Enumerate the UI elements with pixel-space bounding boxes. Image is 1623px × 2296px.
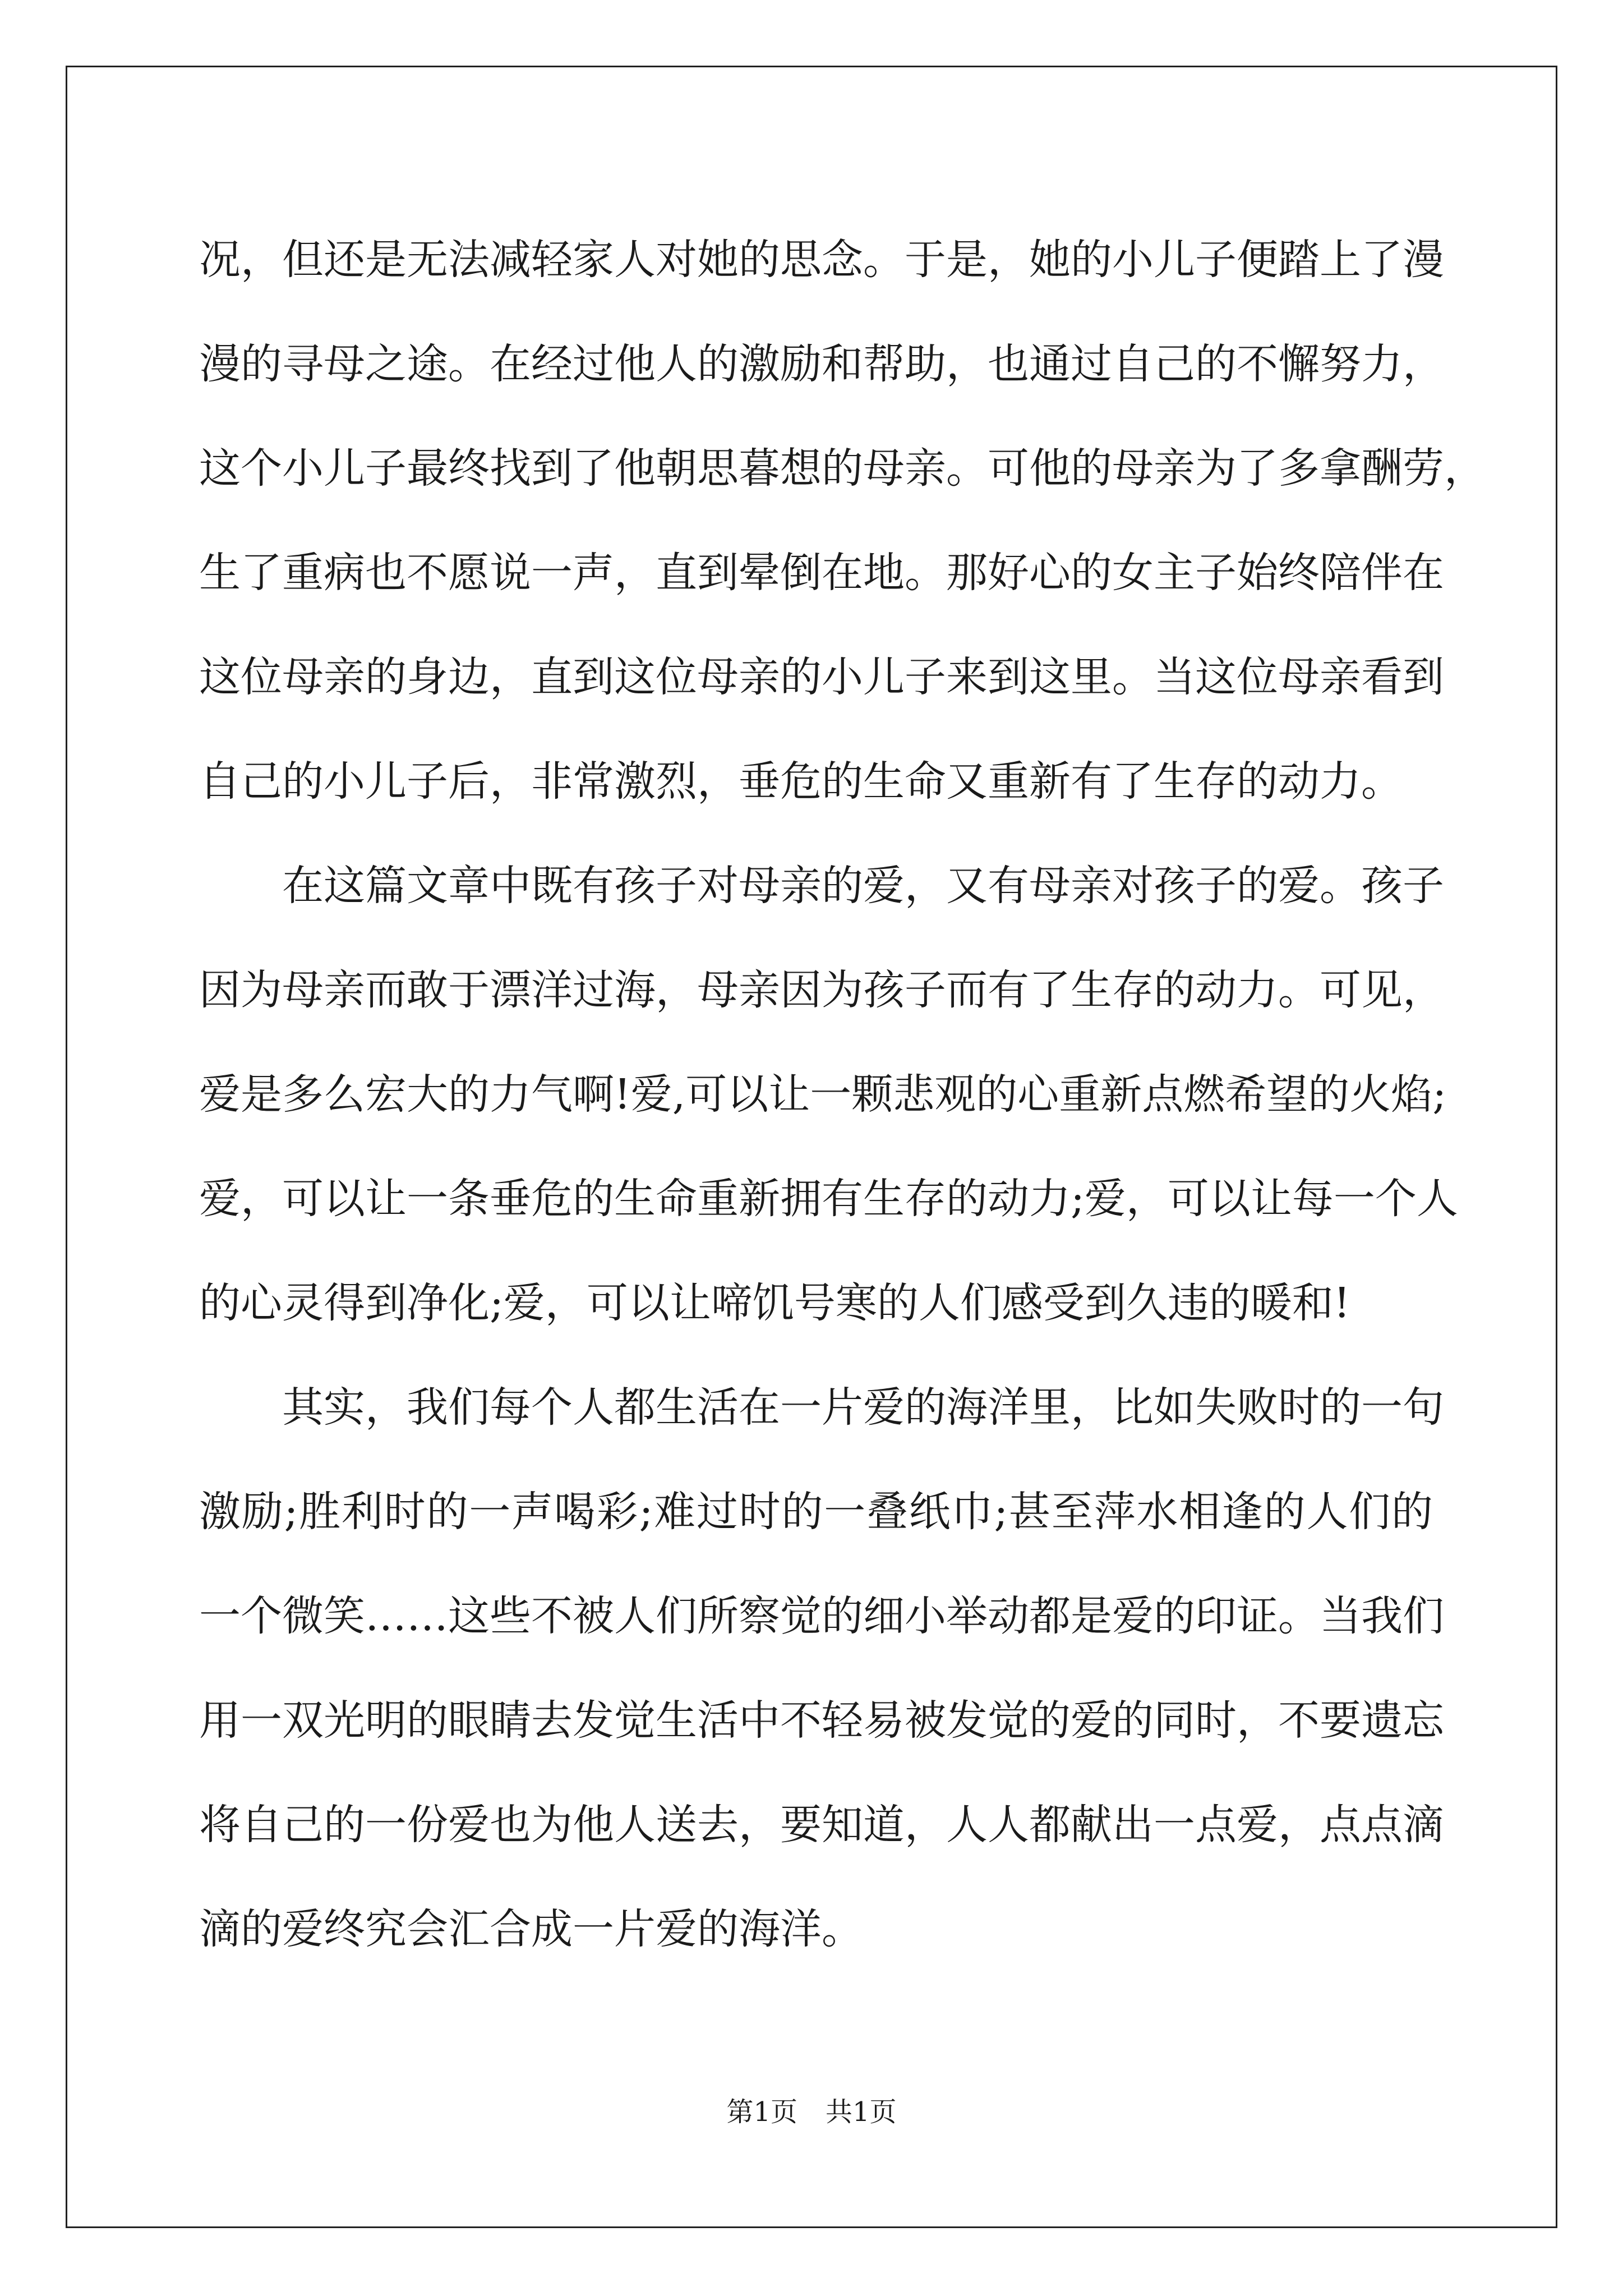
text-line: 爱是多么宏大的力气啊!爱,可以让一颗悲观的心重新点燃希望的火焰; bbox=[199, 1070, 1447, 1119]
text-line: 一个微笑……这些不被人们所察觉的细小举动都是爱的印证。当我们 bbox=[199, 1592, 1444, 1640]
text-line: 的心灵得到净化;爱，可以让啼饥号寒的人们感受到久违的暖和! bbox=[199, 1279, 1350, 1327]
text-line: 这个小儿子最终找到了他朝思暮想的母亲。可他的母亲为了多拿酬劳， bbox=[199, 444, 1486, 493]
paragraph-1 bbox=[199, 208, 1486, 834]
text-line: 漫的寻母之途。在经过他人的激励和帮助，也通过自己的不懈努力， bbox=[199, 340, 1444, 388]
text-line: 其实，我们每个人都生活在一片爱的海洋里，比如失败时的一句 bbox=[282, 1383, 1444, 1432]
text-line: 这位母亲的身边，直到这位母亲的小儿子来到这里。当这位母亲看到 bbox=[199, 653, 1444, 701]
page-number: 第1页 bbox=[726, 2096, 797, 2128]
page-total: 共1页 bbox=[826, 2096, 897, 2128]
document-body bbox=[199, 208, 1486, 1981]
text-line: 爱，可以让一条垂危的生命重新拥有生存的动力;爱，可以让每一个人 bbox=[199, 1175, 1458, 1223]
text-line: 将自己的一份爱也为他人送去，要知道，人人都献出一点爱，点点滴 bbox=[199, 1801, 1444, 1849]
text-line: 用一双光明的眼睛去发觉生活中不轻易被发觉的爱的同时，不要遗忘 bbox=[199, 1696, 1444, 1745]
text-line: 激励;胜利时的一声喝彩;难过时的一叠纸巾;甚至萍水相逢的人们的 bbox=[199, 1488, 1433, 1536]
text-line: 在这篇文章中既有孩子对母亲的爱，又有母亲对孩子的爱。孩子 bbox=[282, 862, 1444, 910]
text-line: 因为母亲而敢于漂洋过海，母亲因为孩子而有了生存的动力。可见， bbox=[199, 966, 1444, 1014]
text-line: 滴的爱终究会汇合成一片爱的海洋。 bbox=[199, 1905, 863, 1953]
page-footer bbox=[0, 2095, 1623, 2129]
paragraph-3 bbox=[199, 1355, 1444, 1981]
text-line: 况，但还是无法减轻家人对她的思念。于是，她的小儿子便踏上了漫 bbox=[199, 236, 1444, 284]
paragraph-2 bbox=[199, 834, 1458, 1355]
text-line: 自己的小儿子后，非常激烈，垂危的生命又重新有了生存的动力。 bbox=[199, 757, 1403, 806]
text-line: 生了重病也不愿说一声，直到晕倒在地。那好心的女主子始终陪伴在 bbox=[199, 549, 1444, 597]
